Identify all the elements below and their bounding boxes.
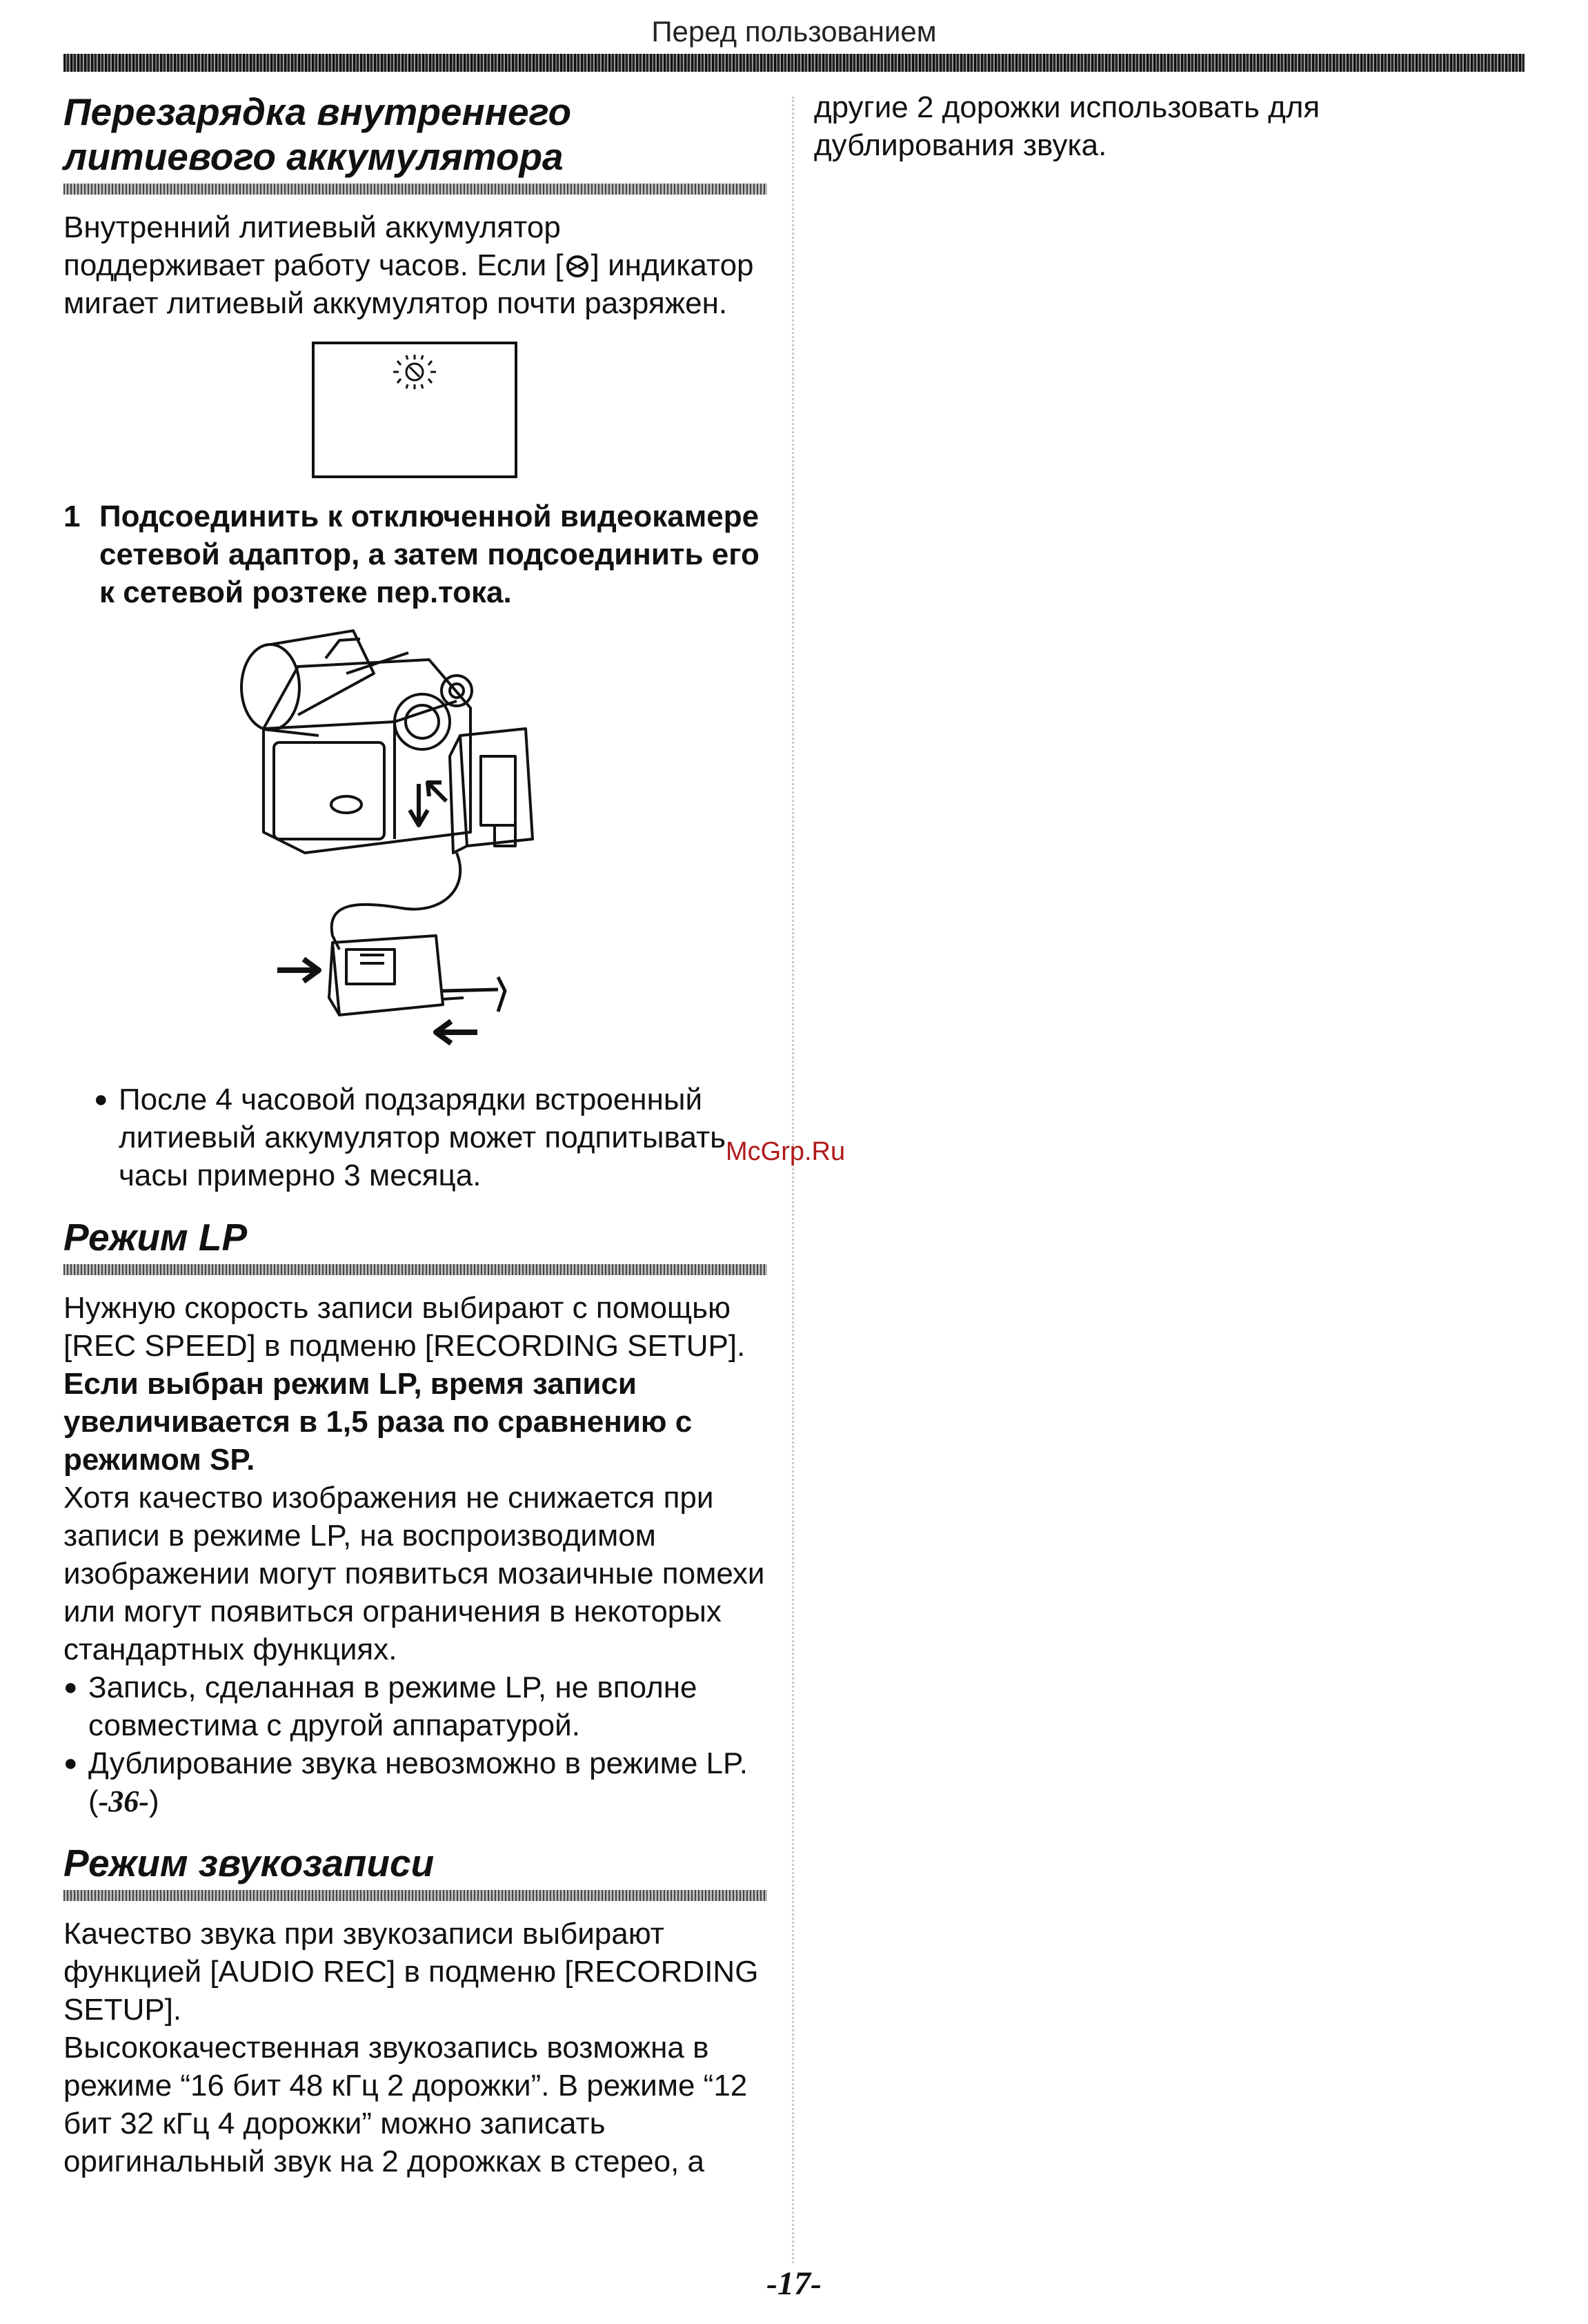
clock-battery-icon — [564, 253, 591, 279]
section2-bold-para: Если выбран режим LP, время записи увеличивается в 1,5 раза по сравнению с режимом SP. — [63, 1367, 693, 1477]
watermark: McGrp.Ru — [726, 1137, 846, 1166]
section2-para2: Хотя качество изображения не снижается при записи в режиме LP, на воспроизводимом изображении могут появиться мозаичные помехи или могут появиться ограничения в некоторых стандартных функциях. — [63, 1481, 765, 1666]
section2-heading: Режим LP — [63, 1216, 248, 1259]
section2-bullet2-end: ) — [148, 1784, 159, 1818]
section2-bullet2-text: Дублирование звука невозможно в режиме LP. ( — [88, 1746, 748, 1818]
section2-rule — [63, 1264, 767, 1275]
step-1-text: Подсоединить к отключенной видеокамере сетевой адаптор, а затем подсоединить его к сетевой розтеке пер.тока. — [99, 500, 760, 609]
camcorder-adapter-illustration — [222, 625, 567, 1067]
step-1-number: 1 — [63, 500, 81, 533]
section3-rule — [63, 1890, 767, 1901]
header-rule — [63, 54, 1525, 72]
left-column — [63, 90, 767, 2180]
lcd-indicator-box — [312, 342, 517, 478]
blinking-clock-icon — [315, 344, 515, 475]
right-column — [814, 88, 1504, 164]
page-number: -17- — [766, 2265, 822, 2302]
column-divider — [792, 97, 794, 2263]
page-header-title: Перед пользованием — [651, 15, 937, 48]
section1-intro — [63, 208, 767, 322]
section1-heading-line2: литиевого аккумулятора — [63, 135, 564, 178]
section1-intro-part2: ] индикатор мигает литиевый аккумулятор почти разряжен. — [63, 248, 754, 320]
section1-rule — [63, 184, 767, 195]
section1-intro-part1: Внутренний литиевый аккумулятор поддерживает работу часов. Если [ — [63, 210, 564, 282]
section2-bullet2 — [63, 1744, 767, 1820]
right-continuation-text: другие 2 дорожки использовать для дублирования звука. — [814, 90, 1320, 162]
section1-bullet: ● После 4 часовой подзарядки встроенный литиевый аккумулятор может подпитывать часы примерно 3 месяца. — [94, 1081, 767, 1194]
section2-para1: Нужную скорость записи выбирают с помощью [REC SPEED] в подменю [RECORDING SETUP]. — [63, 1291, 746, 1363]
section1-heading-line1: Перезарядка внутреннего — [63, 90, 572, 133]
section1-heading — [63, 90, 767, 179]
page-reference: -36- — [98, 1784, 149, 1818]
section3-para2: Высококачественная звукозапись возможна в режиме “16 бит 48 кГц 2 дорожки”. В режиме “12 бит 32 кГц 4 дорожки” можно записать оригинальный звук на 2 дорожках в стерео, а — [63, 2031, 748, 2178]
step-1 — [63, 498, 767, 611]
section2-bullet1: ● Запись, сделанная в режиме LP, не вполне совместима с другой аппаратурой. — [63, 1668, 767, 1744]
section3-para1: Качество звука при звукозаписи выбирают функцией [AUDIO REC] в подменю [RECORDING SETUP]. — [63, 1917, 759, 2027]
section3-heading: Режим звукозаписи — [63, 1842, 435, 1884]
